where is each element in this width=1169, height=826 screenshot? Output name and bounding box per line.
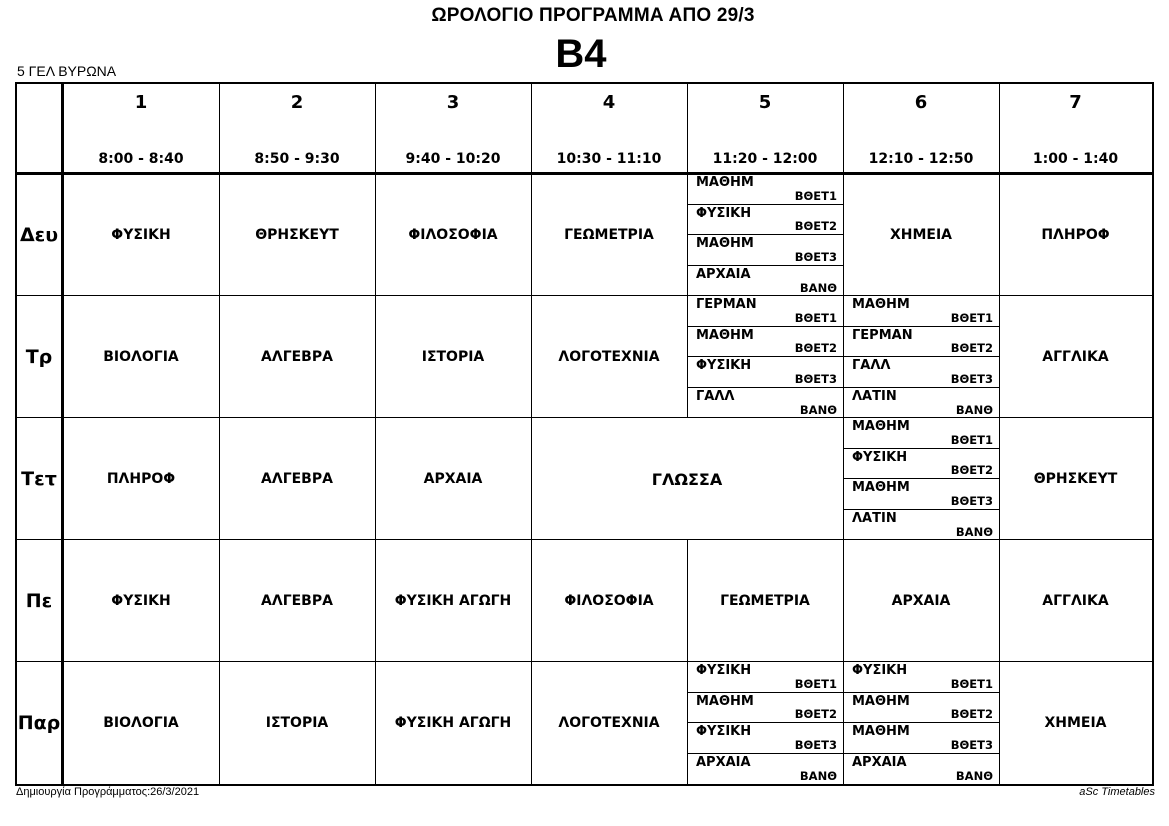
period-header [375, 84, 531, 174]
document-title: ΩΡΟΛΟΓΙΟ ΠΡΟΓΡΑΜΜΑ ΑΠΟ 29/3 [431, 5, 755, 26]
group-lesson [844, 357, 999, 388]
lesson-cell: ΦΥΣΙΚΗ [111, 593, 171, 609]
lesson-cell: ΓΛΩΣΣΑ [651, 469, 723, 489]
group-code: ΒΘΕΤ2 [950, 707, 993, 721]
period-number: 2 [290, 92, 304, 113]
school-name: 5 ΓΕΛ ΒΥΡΩΝΑ [17, 63, 117, 79]
lesson-cell: ΑΡΧΑΙΑ [891, 593, 951, 609]
group-lesson [844, 327, 999, 358]
lesson-cell: ΓΕΩΜΕΤΡΙΑ [564, 227, 654, 243]
group-lesson [688, 266, 843, 297]
creation-date: Δημιουργία Προγράμματος:26/3/2021 [16, 786, 200, 798]
group-lesson [688, 235, 843, 266]
group-lesson [844, 510, 999, 541]
group-subject: ΦΥΣΙΚΗ [696, 358, 752, 373]
period-header [63, 84, 219, 174]
grid-line [843, 84, 844, 174]
group-subject: ΦΥΣΙΚΗ [696, 724, 752, 739]
lesson-cell: ΑΛΓΕΒΡΑ [261, 471, 333, 487]
lesson-cell: ΑΡΧΑΙΑ [423, 471, 483, 487]
period-header [219, 84, 375, 174]
period-number: 1 [134, 92, 148, 113]
group-lesson [844, 723, 999, 754]
group-code: ΒΑΝΘ [799, 769, 837, 783]
group-subject: ΦΥΣΙΚΗ [696, 205, 752, 221]
group-code: ΒΑΝΘ [955, 403, 993, 417]
period-header [843, 84, 999, 174]
group-lesson [844, 418, 999, 449]
period-number: 6 [914, 92, 928, 113]
group-subject: ΓΑΛΛ [852, 358, 891, 373]
lesson-cell: ΙΣΤΟΡΙΑ [265, 715, 329, 731]
group-code: ΒΘΕΤ3 [794, 737, 837, 752]
group-lesson [688, 327, 843, 358]
group-code: ΒΘΕΤ2 [794, 341, 837, 355]
group-subject: ΑΡΧΑΙΑ [852, 754, 907, 770]
lesson-cell: ΦΙΛΟΣΟΦΙΑ [564, 593, 654, 609]
lesson-cell: ΒΙΟΛΟΓΙΑ [103, 715, 179, 731]
group-code: ΒΘΕΤ3 [950, 371, 993, 386]
lesson-cell: ΧΗΜΕΙΑ [889, 227, 953, 243]
group-code: ΒΑΝΘ [799, 403, 837, 417]
group-subject: ΜΑΘΗΜ [852, 419, 910, 434]
period-time: 1:00 - 1:40 [1032, 151, 1119, 167]
period-header [531, 84, 687, 174]
day-label: Παρ [17, 712, 61, 734]
group-code: ΒΘΕΤ2 [794, 219, 837, 233]
group-code: ΒΘΕΤ3 [794, 371, 837, 386]
group-lesson [688, 754, 843, 785]
group-code: ΒΘΕΤ2 [950, 463, 993, 477]
group-code: ΒΘΕΤ1 [950, 432, 993, 447]
group-code: ΒΑΝΘ [955, 769, 993, 783]
group-code: ΒΘΕΤ1 [794, 188, 837, 203]
period-number: 5 [758, 92, 772, 113]
lesson-cell: ΦΥΣΙΚΗ [111, 227, 171, 243]
group-subject: ΑΡΧΑΙΑ [696, 754, 751, 770]
grid-line [687, 84, 688, 174]
lesson-cell: ΦΥΣΙΚΗ ΑΓΩΓΗ [394, 715, 512, 731]
group-lesson [688, 693, 843, 724]
lesson-cell: ΠΛΗΡΟΦ [106, 471, 176, 487]
period-time: 9:40 - 10:20 [405, 151, 501, 167]
day-label: Τρ [25, 346, 53, 368]
group-lesson [844, 449, 999, 480]
period-number: 7 [1069, 92, 1082, 113]
period-header [999, 84, 1152, 174]
group-subject: ΜΑΘΗΜ [852, 693, 910, 709]
period-time: 12:10 - 12:50 [868, 151, 974, 167]
lesson-cell: ΛΟΓΟΤΕΧΝΙΑ [558, 715, 660, 731]
grid-line [531, 84, 532, 174]
group-lesson [844, 479, 999, 510]
group-lesson [688, 723, 843, 754]
lesson-cell: ΘΡΗΣΚΕΥΤ [1033, 471, 1118, 487]
group-code: ΒΘΕΤ1 [794, 676, 837, 691]
group-subject: ΛΑΤΙΝ [852, 388, 897, 404]
lesson-cell: ΑΛΓΕΒΡΑ [261, 349, 333, 365]
period-time: 11:20 - 12:00 [712, 151, 818, 167]
lesson-cell: ΦΥΣΙΚΗ ΑΓΩΓΗ [394, 593, 512, 609]
timetable-grid [15, 82, 1154, 786]
period-time: 8:00 - 8:40 [98, 151, 184, 167]
group-code: ΒΘΕΤ2 [794, 707, 837, 721]
lesson-cell: ΧΗΜΕΙΑ [1044, 715, 1107, 731]
day-label: Τετ [21, 468, 57, 490]
group-subject: ΜΑΘΗΜ [852, 480, 910, 495]
class-name: Β4 [555, 32, 607, 76]
group-lesson [844, 693, 999, 724]
group-subject: ΑΡΧΑΙΑ [696, 266, 751, 282]
period-time: 8:50 - 9:30 [254, 151, 340, 167]
lesson-cell: ΒΙΟΛΟΓΙΑ [103, 349, 179, 365]
lesson-cell: ΙΣΤΟΡΙΑ [421, 349, 485, 365]
group-lesson [688, 174, 843, 205]
period-number: 3 [446, 92, 460, 113]
group-code: ΒΑΝΘ [799, 281, 837, 295]
group-code: ΒΘΕΤ1 [950, 676, 993, 691]
group-code: ΒΘΕΤ2 [950, 341, 993, 355]
group-code: ΒΑΝΘ [955, 525, 993, 539]
lesson-cell: ΑΓΓΛΙΚΑ [1042, 593, 1109, 609]
group-code: ΒΘΕΤ3 [950, 493, 993, 508]
lesson-cell: ΑΛΓΕΒΡΑ [261, 593, 333, 609]
group-subject: ΓΕΡΜΑΝ [696, 297, 757, 312]
group-code: ΒΘΕΤ1 [794, 310, 837, 325]
group-subject: ΜΑΘΗΜ [852, 297, 910, 312]
group-code: ΒΘΕΤ3 [794, 249, 837, 264]
day-label: Πε [25, 590, 53, 612]
group-code: ΒΘΕΤ3 [950, 737, 993, 752]
group-lesson [688, 357, 843, 388]
group-subject: ΛΑΤΙΝ [852, 510, 897, 526]
lesson-cell: ΦΙΛΟΣΟΦΙΑ [408, 227, 498, 243]
group-subject: ΓΑΛΛ [696, 388, 735, 404]
grid-line [219, 84, 220, 174]
group-subject: ΦΥΣΙΚΗ [852, 449, 908, 465]
grid-line [999, 84, 1000, 174]
group-subject: ΦΥΣΙΚΗ [696, 663, 752, 678]
group-subject: ΜΑΘΗΜ [696, 693, 754, 709]
lesson-cell: ΑΓΓΛΙΚΑ [1042, 349, 1109, 365]
group-lesson [844, 754, 999, 785]
group-subject: ΜΑΘΗΜ [696, 236, 754, 251]
software-credit: aSc Timetables [1079, 786, 1155, 798]
period-header [687, 84, 843, 174]
group-subject: ΦΥΣΙΚΗ [852, 663, 908, 678]
grid-line [375, 84, 376, 174]
period-time: 10:30 - 11:10 [556, 151, 662, 167]
group-lesson [688, 296, 843, 327]
group-subject: ΜΑΘΗΜ [696, 327, 754, 343]
group-lesson [688, 205, 843, 236]
period-number: 4 [602, 92, 616, 113]
day-label: Δευ [19, 224, 59, 246]
group-lesson [688, 662, 843, 693]
group-subject: ΓΕΡΜΑΝ [852, 327, 913, 343]
group-lesson [844, 296, 999, 327]
group-lesson [688, 388, 843, 419]
lesson-cell: ΘΡΗΣΚΕΥΤ [255, 227, 339, 243]
lesson-cell: ΓΕΩΜΕΤΡΙΑ [720, 593, 810, 609]
group-code: ΒΘΕΤ1 [950, 310, 993, 325]
lesson-cell: ΠΛΗΡΟΦ [1041, 227, 1110, 243]
group-lesson [844, 662, 999, 693]
group-lesson [844, 388, 999, 419]
lesson-cell: ΛΟΓΟΤΕΧΝΙΑ [558, 349, 660, 365]
group-subject: ΜΑΘΗΜ [696, 175, 754, 190]
group-subject: ΜΑΘΗΜ [852, 724, 910, 739]
